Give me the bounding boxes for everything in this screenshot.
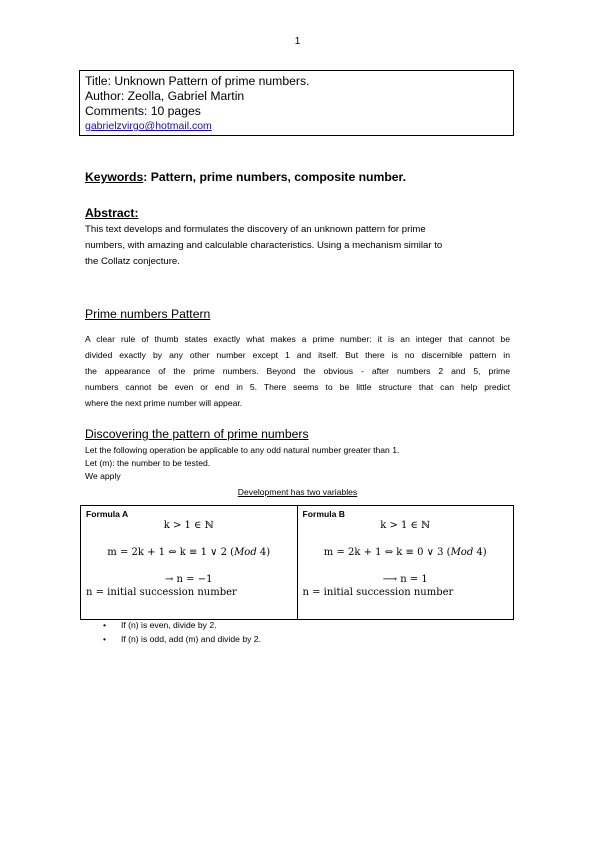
paragraph-line: Let the following operation be applicable to any odd natural number greater than 1. (85, 445, 400, 455)
abstract-line: the Collatz conjecture. (85, 256, 180, 267)
formula-a-heading: Formula A (86, 509, 129, 519)
paragraph-line: the appearance of the prime numbers. Beyond the obvious - after numbers 2 and 5, prime (85, 366, 510, 376)
section-body-discovering (85, 444, 399, 483)
title-box (79, 70, 514, 136)
keywords-text: : Pattern, prime numbers, composite number. (143, 170, 407, 184)
list-item: • If (n) is even, divide by 2. (103, 620, 217, 630)
formula-a-cell (81, 506, 297, 619)
author-email-link[interactable]: gabrielzvirgo@hotmail.com (85, 120, 212, 132)
paragraph-line: where the next prime number will appear. (85, 398, 243, 408)
formula-a-initial: → n = −1 (165, 574, 213, 585)
formula-b-initial: ⟶ n = 1 (382, 574, 428, 585)
paragraph-line: We apply (85, 471, 121, 481)
section-title-pattern: Prime numbers Pattern (85, 307, 211, 321)
abstract-line: This text develops and formulates the discovery of an unknown pattern for prime (85, 224, 426, 235)
paper-author: Author: Zeolla, Gabriel Martin (85, 89, 245, 103)
paper-title: Title: Unknown Pattern of prime numbers. (85, 74, 310, 88)
bullet-icon: • (103, 620, 107, 630)
formula-a-note: n = initial succession number (86, 587, 237, 598)
table-caption: Development has two variables (237, 487, 358, 497)
formula-table (80, 505, 514, 620)
formula-b-note: n = initial succession number (302, 587, 454, 598)
paper-comments: Comments: 10 pages (85, 104, 201, 118)
formula-b-cell (297, 506, 514, 619)
abstract-body (85, 222, 515, 270)
formula-b-heading: Formula B (302, 509, 345, 519)
keywords-label: Keywords (85, 170, 144, 184)
keywords-line (85, 170, 406, 184)
formula-a-congruence: m = 2k + 1 ⇔ k ≡ 1 ∨ 2 (Mod 4) (107, 547, 271, 558)
formula-b-condition: k > 1 ∈ ℕ (380, 520, 431, 531)
formula-b-congruence: m = 2k + 1 ⇔ k ≡ 0 ∨ 3 (Mod 4) (323, 547, 487, 558)
page-number: 1 (294, 36, 301, 47)
paragraph-line: numbers cannot be even or end in 5. There seems to be little structure that can help predict (85, 382, 510, 392)
list-item: • If (n) is odd, add (m) and divide by 2. (103, 634, 261, 644)
section-body-pattern (85, 331, 510, 411)
paragraph-line: A clear rule of thumb states exactly what makes a prime number: it is an integer that cannot be (85, 334, 510, 344)
paragraph-line: divided exactly by any other number except 1 and itself. But there is no discernible pattern in (85, 350, 510, 360)
formula-a-condition: k > 1 ∈ ℕ (163, 520, 214, 531)
section-title-discovering: Discovering the pattern of prime numbers (85, 427, 309, 441)
abstract-line: numbers, with amazing and calculable characteristics. Using a mechanism similar to (85, 240, 443, 251)
rule-list (103, 618, 261, 646)
paragraph-line: Let (m): the number to be tested. (85, 458, 211, 468)
abstract-heading: Abstract: (85, 206, 139, 220)
bullet-icon: • (103, 634, 107, 644)
